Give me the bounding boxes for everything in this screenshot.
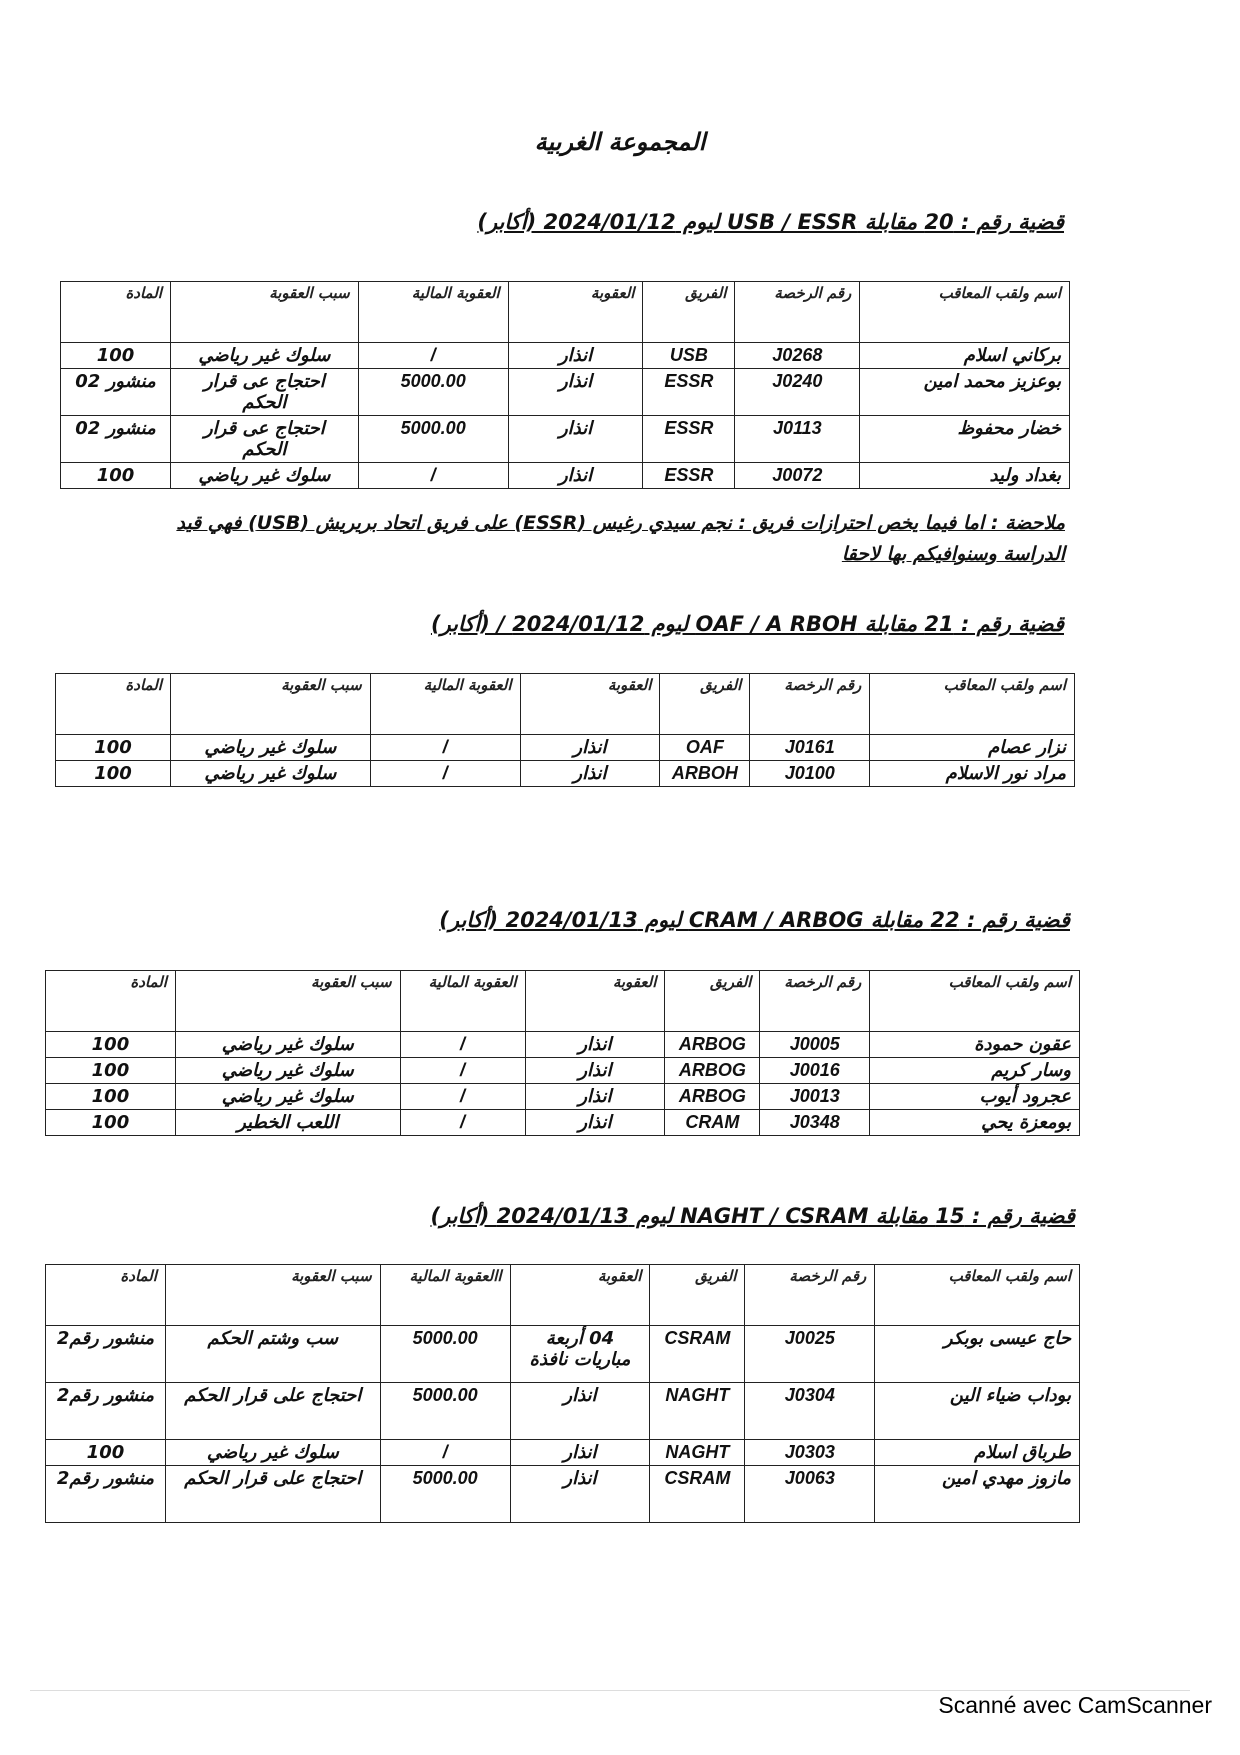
cell-penalty: انذار [525, 1110, 665, 1136]
cell-article: منشور رقم2 [46, 1383, 166, 1440]
cell-fine: / [400, 1032, 525, 1058]
header-penalty: العقوبة [510, 1265, 650, 1326]
case-heading-20: قضية رقم : 20 مقابلة USB / ESSR ليوم 2024/01/12 (أكابر) [477, 210, 1064, 234]
table-row [46, 1032, 1080, 1058]
header-team: الفريق [650, 1265, 745, 1326]
cell-team: ARBOG [665, 1058, 760, 1084]
cell-reason: احتجاج على قرار الحكم [165, 1466, 380, 1523]
cell-reason: سلوك غير رياضي [170, 735, 370, 761]
header-license: رقم الرخصة [745, 1265, 875, 1326]
cell-fine: 5000.00 [380, 1326, 510, 1383]
cell-reason: سلوك غير رياضي [175, 1084, 400, 1110]
cell-fine: 5000.00 [358, 416, 508, 463]
table-row [46, 1440, 1080, 1466]
cell-team: USB [643, 343, 735, 369]
penalty-table-case-20 [60, 281, 1070, 489]
cell-name: عجرود أيوب [870, 1084, 1080, 1110]
header-team: الفريق [660, 674, 750, 735]
cell-penalty: انذار [508, 463, 643, 489]
cell-name: وسار كريم [870, 1058, 1080, 1084]
cell-name: خضار محفوظ [860, 416, 1070, 463]
cell-penalty: انذار [508, 416, 643, 463]
table-row [61, 463, 1070, 489]
header-name: اسم ولقب المعاقب [860, 282, 1070, 343]
header-article: المادة [46, 1265, 166, 1326]
cell-article: 100 [61, 343, 171, 369]
cell-article: 100 [61, 463, 171, 489]
cell-article: 100 [46, 1440, 166, 1466]
header-article: المادة [56, 674, 171, 735]
case-heading-15: قضية رقم : 15 مقابلة NAGHT / CSRAM ليوم 2024/01/13 (أكابر) [430, 1204, 1075, 1228]
table-header-row [56, 674, 1075, 735]
penalty-table-case-22 [45, 970, 1080, 1136]
cell-license: J0113 [735, 416, 860, 463]
cell-reason: احتجاج عى قرار الحكم [170, 416, 358, 463]
header-reason: سبب العقوبة [170, 282, 358, 343]
table-header-row [46, 1265, 1080, 1326]
cell-team: ARBOG [665, 1084, 760, 1110]
cell-penalty: انذار [510, 1466, 650, 1523]
cell-article: منشور رقم2 [46, 1326, 166, 1383]
table-row [46, 1084, 1080, 1110]
cell-article: منشور 02 [61, 369, 171, 416]
scanner-watermark: Scanné avec CamScanner [938, 1692, 1212, 1718]
cell-license: J0100 [750, 761, 870, 787]
cell-article: 100 [56, 735, 171, 761]
cell-name: حاج عيسى بوبكر [875, 1326, 1080, 1383]
header-license: رقم الرخصة [760, 971, 870, 1032]
cell-license: J0013 [760, 1084, 870, 1110]
cell-license: J0348 [760, 1110, 870, 1136]
cell-license: J0303 [745, 1440, 875, 1466]
cell-team: ARBOG [665, 1032, 760, 1058]
cell-penalty: انذار [525, 1084, 665, 1110]
note-paragraph: ملاحضة : اما فيما يخص احترازات فريق : نجم سيدي رغيس (ESSR) على فريق اتحاد بريريش (USB) فهي قيد الدراسة وسنوافيكم بها لاحقا [176, 512, 1065, 565]
cell-reason: سلوك غير رياضي [170, 343, 358, 369]
cell-team: CRAM [665, 1110, 760, 1136]
cell-penalty: انذار [508, 343, 643, 369]
cell-penalty: انذار [525, 1032, 665, 1058]
cell-name: مازوز مهدي امين [875, 1466, 1080, 1523]
cell-team: CSRAM [650, 1326, 745, 1383]
cell-license: J0268 [735, 343, 860, 369]
cell-name: بوداب ضياء الين [875, 1383, 1080, 1440]
cell-penalty: انذار [520, 735, 660, 761]
cell-article: منشور رقم2 [46, 1466, 166, 1523]
cell-team: ESSR [643, 416, 735, 463]
table-header-row [61, 282, 1070, 343]
header-name: اسم ولقب المعاقب [870, 674, 1075, 735]
header-article: المادة [46, 971, 176, 1032]
cell-fine: 5000.00 [380, 1383, 510, 1440]
table-row [56, 735, 1075, 761]
cell-penalty: انذار [508, 369, 643, 416]
cell-penalty: انذار [510, 1440, 650, 1466]
header-fine: العقوبة المالية [400, 971, 525, 1032]
cell-reason: احتجاج عى قرار الحكم [170, 369, 358, 416]
cell-license: J0063 [745, 1466, 875, 1523]
penalty-table-case-21 [55, 673, 1075, 787]
scan-edge [30, 1690, 1190, 1691]
header-fine: العقوبة المالية [358, 282, 508, 343]
penalty-table-case-15 [45, 1264, 1080, 1523]
cell-name: بومعزة يحي [870, 1110, 1080, 1136]
cell-name: بغداد وليد [860, 463, 1070, 489]
cell-reason: سب وشتم الحكم [165, 1326, 380, 1383]
cell-team: ESSR [643, 463, 735, 489]
cell-license: J0025 [745, 1326, 875, 1383]
header-team: الفريق [643, 282, 735, 343]
table-row [46, 1383, 1080, 1440]
cell-license: J0072 [735, 463, 860, 489]
cell-article: 100 [56, 761, 171, 787]
cell-article: 100 [46, 1058, 176, 1084]
header-reason: سبب العقوبة [170, 674, 370, 735]
cell-license: J0304 [745, 1383, 875, 1440]
cell-name: عقون حمودة [870, 1032, 1080, 1058]
table-row [61, 343, 1070, 369]
cell-article: 100 [46, 1110, 176, 1136]
cell-team: ARBOH [660, 761, 750, 787]
header-penalty: العقوبة [508, 282, 643, 343]
header-reason: سبب العقوبة [165, 1265, 380, 1326]
cell-team: NAGHT [650, 1440, 745, 1466]
cell-article: منشور 02 [61, 416, 171, 463]
cell-penalty: انذار [525, 1058, 665, 1084]
header-penalty: العقوبة [525, 971, 665, 1032]
cell-reason: سلوك غير رياضي [170, 463, 358, 489]
table-row [46, 1466, 1080, 1523]
cell-fine: 5000.00 [380, 1466, 510, 1523]
cell-fine: / [370, 761, 520, 787]
header-license: رقم الرخصة [735, 282, 860, 343]
case-heading-22: قضية رقم : 22 مقابلة CRAM / ARBOG ليوم 2024/01/13 (أكابر) [439, 908, 1070, 932]
header-name: اسم ولقب المعاقب [875, 1265, 1080, 1326]
cell-license: J0161 [750, 735, 870, 761]
cell-fine: / [358, 463, 508, 489]
cell-name: مراد نور الاسلام [870, 761, 1075, 787]
header-team: الفريق [665, 971, 760, 1032]
cell-fine: / [358, 343, 508, 369]
table-row [46, 1326, 1080, 1383]
cell-reason: سلوك غير رياضي [175, 1058, 400, 1084]
header-license: رقم الرخصة [750, 674, 870, 735]
table-row [61, 369, 1070, 416]
header-reason: سبب العقوبة [175, 971, 400, 1032]
cell-reason: سلوك غير رياضي [165, 1440, 380, 1466]
cell-license: J0016 [760, 1058, 870, 1084]
cell-fine: / [380, 1440, 510, 1466]
table-row [61, 416, 1070, 463]
cell-reason: اللعب الخطير [175, 1110, 400, 1136]
table-row [46, 1110, 1080, 1136]
cell-reason: سلوك غير رياضي [175, 1032, 400, 1058]
page-title: المجموعة الغربية [534, 128, 706, 156]
cell-fine: / [400, 1110, 525, 1136]
cell-fine: / [400, 1084, 525, 1110]
cell-fine: / [400, 1058, 525, 1084]
cell-article: 100 [46, 1032, 176, 1058]
cell-name: نزار عصام [870, 735, 1075, 761]
header-fine: العقوبة المالية [370, 674, 520, 735]
header-penalty: العقوبة [520, 674, 660, 735]
cell-team: NAGHT [650, 1383, 745, 1440]
cell-reason: سلوك غير رياضي [170, 761, 370, 787]
cell-name: طرباق اسلام [875, 1440, 1080, 1466]
table-header-row [46, 971, 1080, 1032]
cell-penalty: انذار [510, 1383, 650, 1440]
cell-penalty: 04 أربعة مباريات نافذة [510, 1326, 650, 1383]
header-article: المادة [61, 282, 171, 343]
cell-penalty: انذار [520, 761, 660, 787]
case-heading-21: قضية رقم : 21 مقابلة OAF / A RBOH ليوم 2024/01/12 / (أكابر) [430, 612, 1064, 636]
header-fine: االعقوبة المالية [380, 1265, 510, 1326]
cell-team: CSRAM [650, 1466, 745, 1523]
cell-fine: / [370, 735, 520, 761]
table-row [56, 761, 1075, 787]
cell-team: OAF [660, 735, 750, 761]
cell-name: بركاني اسلام [860, 343, 1070, 369]
cell-team: ESSR [643, 369, 735, 416]
cell-license: J0005 [760, 1032, 870, 1058]
cell-name: بوعزيز محمد امين [860, 369, 1070, 416]
cell-article: 100 [46, 1084, 176, 1110]
cell-license: J0240 [735, 369, 860, 416]
header-name: اسم ولقب المعاقب [870, 971, 1080, 1032]
cell-fine: 5000.00 [358, 369, 508, 416]
cell-reason: احتجاج على قرار الحكم [165, 1383, 380, 1440]
table-row [46, 1058, 1080, 1084]
